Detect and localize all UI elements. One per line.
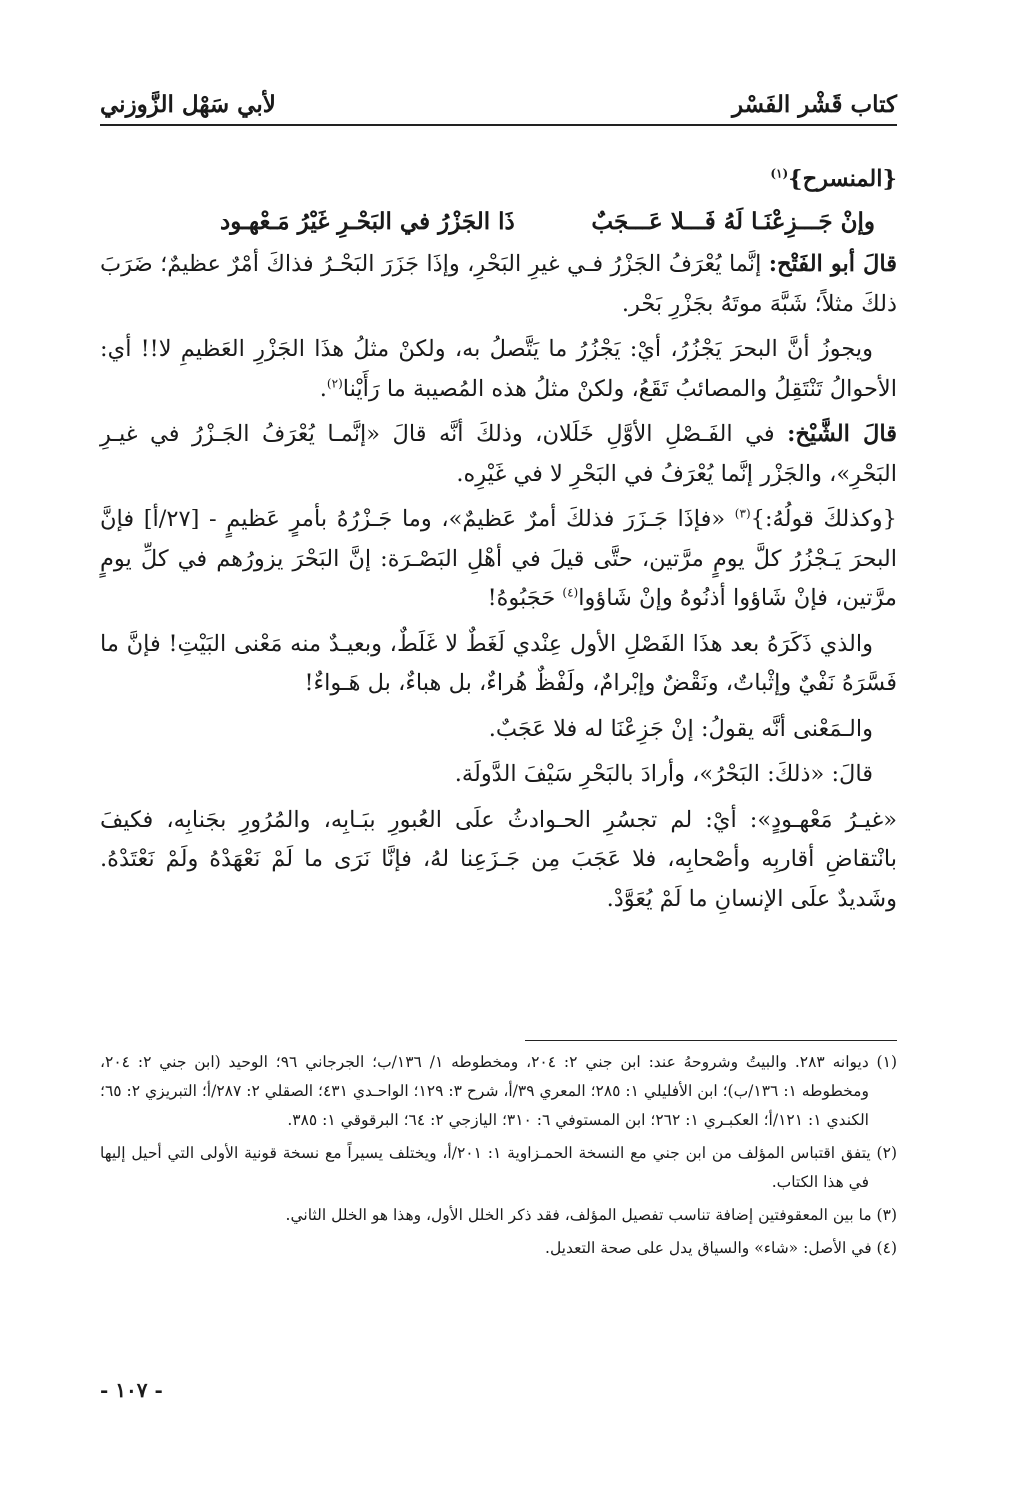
paragraph-text: إنَّما يُعْرَفُ الجَزْرُ فـي غيرِ البَحْرِ، وإذَا جَزَرَ البَحْـرُ فذاكَ أمْرٌ عظيمٌ؛ ضَرَبَ ذلكَ مثلاً؛ شَبَّهَ موتَهُ بجَزْرِ بَحْر. bbox=[100, 251, 897, 317]
paragraph bbox=[100, 415, 897, 494]
poem-verse bbox=[100, 202, 897, 242]
paragraph bbox=[100, 801, 897, 920]
paragraph-tail: «فإذَا جَـزَرَ فذلكَ أمرٌ عَظيمٌ»، وما جَـزْرُهُ بأمرٍ عَظيمٍ - [٢٧/أ] فإنَّ البحرَ يَـجْزُرُ كلَّ يومٍ مرَّتين، حتَّى قيلَ في أهْلِ البَصْـرَة: إنَّ البَحْرَ يزورُهم في كلِّ يومٍ مرَّتين، فإنْ شَاؤوا أذنُوهُ وإنْ شَاؤوا bbox=[100, 506, 897, 611]
meter-label bbox=[100, 160, 897, 200]
paragraph-lead: قالَ أبو الفَتْح: bbox=[768, 251, 897, 277]
footnote: (٣) ما بين المعقوفتين إضافة تناسب تفصيل المؤلف، فقد ذكر الخلل الأول، وهذا هو الخلل الثاني. bbox=[285, 1206, 897, 1224]
paragraph-text: والذي ذَكَرَهُ بعد هذَا الفَصْلِ الأول عِنْدي لَغَطٌ لا غَلَطٌ، وبعيـدٌ منه مَعْنى البَيْتِ! فإنَّ ما فَسَّرَهُ نَفْيٌ وإثْباتٌ، ونَقْضٌ وإبْرامٌ، ولَفْظٌ هُراءٌ، بل هباءٌ، بل هَـواءٌ! bbox=[100, 630, 897, 696]
footnote-ref: (٢) bbox=[326, 376, 343, 390]
footnote-ref: (٣) bbox=[734, 506, 751, 521]
footnote-ref: (١) bbox=[770, 166, 789, 181]
paragraph-text: {وكذلكَ قولُهُ:} bbox=[750, 506, 897, 532]
paragraph bbox=[100, 755, 897, 795]
paragraph-text: والـمَعْنى أنَّه يقولُ: إنْ جَزِعْنَا له فلا عَجَبٌ. bbox=[488, 715, 873, 742]
book-title: كتاب قَشْر الفَسْر bbox=[731, 91, 897, 118]
paragraph bbox=[100, 500, 897, 619]
footnote-ref: (٤) bbox=[562, 585, 579, 600]
paragraph-tail: حَجَبُوهُ! bbox=[487, 585, 563, 611]
footnote: (٢) يتفق اقتباس المؤلف من ابن جني مع النسخة الحمـزاوية ١: ٢٠١/أ، ويختلف يسيراً مع نسخة قونية الأولى التي أحيل إليها في هذا الكتاب. bbox=[100, 1144, 897, 1191]
footnote: (٤) في الأصل: «شاء» والسياق يدل على صحة التعديل. bbox=[545, 1239, 897, 1257]
meter-name: {المنسرح} bbox=[788, 166, 897, 192]
verse-hemistich-second: ذَا الجَزْرُ في البَحْـرِ غَيْرُ مَـعْهـود bbox=[220, 207, 515, 235]
footnotes bbox=[100, 1048, 897, 1267]
page-number: - ١٠٧ - bbox=[100, 1378, 163, 1402]
paragraph bbox=[100, 710, 897, 750]
main-text bbox=[100, 160, 897, 925]
paragraph-lead: قالَ الشَّيْخ: bbox=[787, 421, 898, 447]
verse-hemistich-first: وإنْ جَـــزِعْنَـا لَهُ فَـــلا عَـــجَبٌ bbox=[591, 207, 875, 235]
header-rule bbox=[100, 124, 897, 126]
footnote: (١) ديوانه ٢٨٣. والبيتُ وشروحهُ عند: ابن جني ٢: ٢٠٤، ومخطوطه ١/ ١٣٦/ب؛ الجرجاني ٩٦؛ الوحيد (ابن جني ٢: ٢٠٤، ومخطوطه ١: ١٣٦/ب)؛ ابن الأفليلي ١: ٢٨٥؛ المعري ٣٩/أ، شرح ٣: ١٢٩؛ الواحـدي ٤٣١؛ الصقلي ٢: ٢٨٧/أ؛ التبريزي ٢: ٦٥؛ الكندي ١: ١٢١/أ؛ العكبـري ١: ٢٦٢؛ ابن المستوفي ٦: ٣١٠؛ اليازجي ٢: ٦٤؛ البرقوقي ١: ٣٨٥. bbox=[100, 1053, 897, 1129]
running-header bbox=[100, 78, 897, 118]
paragraph-text: قالَ: «ذلكَ: البَحْرُ»، وأرادَ بالبَحْرِ سَيْفَ الدَّولَة. bbox=[454, 761, 873, 787]
footnote-rule bbox=[525, 1040, 897, 1041]
paragraph-tail: . bbox=[319, 375, 327, 402]
paragraph bbox=[100, 625, 897, 704]
paragraph-text: في الفَـصْلِ الأوَّلِ خَلَلان، وذلكَ أنَّه قالَ «إنَّمـا يُعْرَفُ الجَـزْرُ في غيـرِ البَحْرِ»، والجَزْر إنَّما يُعْرَفُ في البَحْرِ لا في غَيْرِه. bbox=[100, 421, 897, 487]
paragraph bbox=[100, 245, 897, 324]
paragraph-text: «غيـرُ مَعْهـودٍ»: أيْ: لم تجسُرِ الحـوادثُ علَى العُبورِ ببَـابِه، والمُرُورِ بجَنابِه، فكيفَ بانْتقاضِ أقاربِه وأصْحابِه، فلا عَجَبَ مِن جَـزَعِنا لهُ، فإنَّا نَرَى ما لَمْ نَعْهَدْهُ ولَمْ نَعْتَدْهُ. وشَديدٌ علَى الإنسانِ ما لَمْ يُعَوَّدْ. bbox=[100, 806, 897, 912]
paragraph-text: ويجوزُ أنَّ البحرَ يَجْزُرُ، أيْ: يَجْزُرُ ما يَتَّصلُ به، ولكنْ مثلُ هذَا الجَزْرِ العَظيمِ لا!! أي: الأحوالُ تَنْتَقِلُ والمصائبُ تَقَعُ، ولكنْ مثلُ هذه المُصيبة ما رَأَيْنا bbox=[100, 336, 897, 402]
paragraph bbox=[100, 330, 897, 409]
author-name: لأبي سَهْل الزَّوزني bbox=[100, 91, 276, 118]
